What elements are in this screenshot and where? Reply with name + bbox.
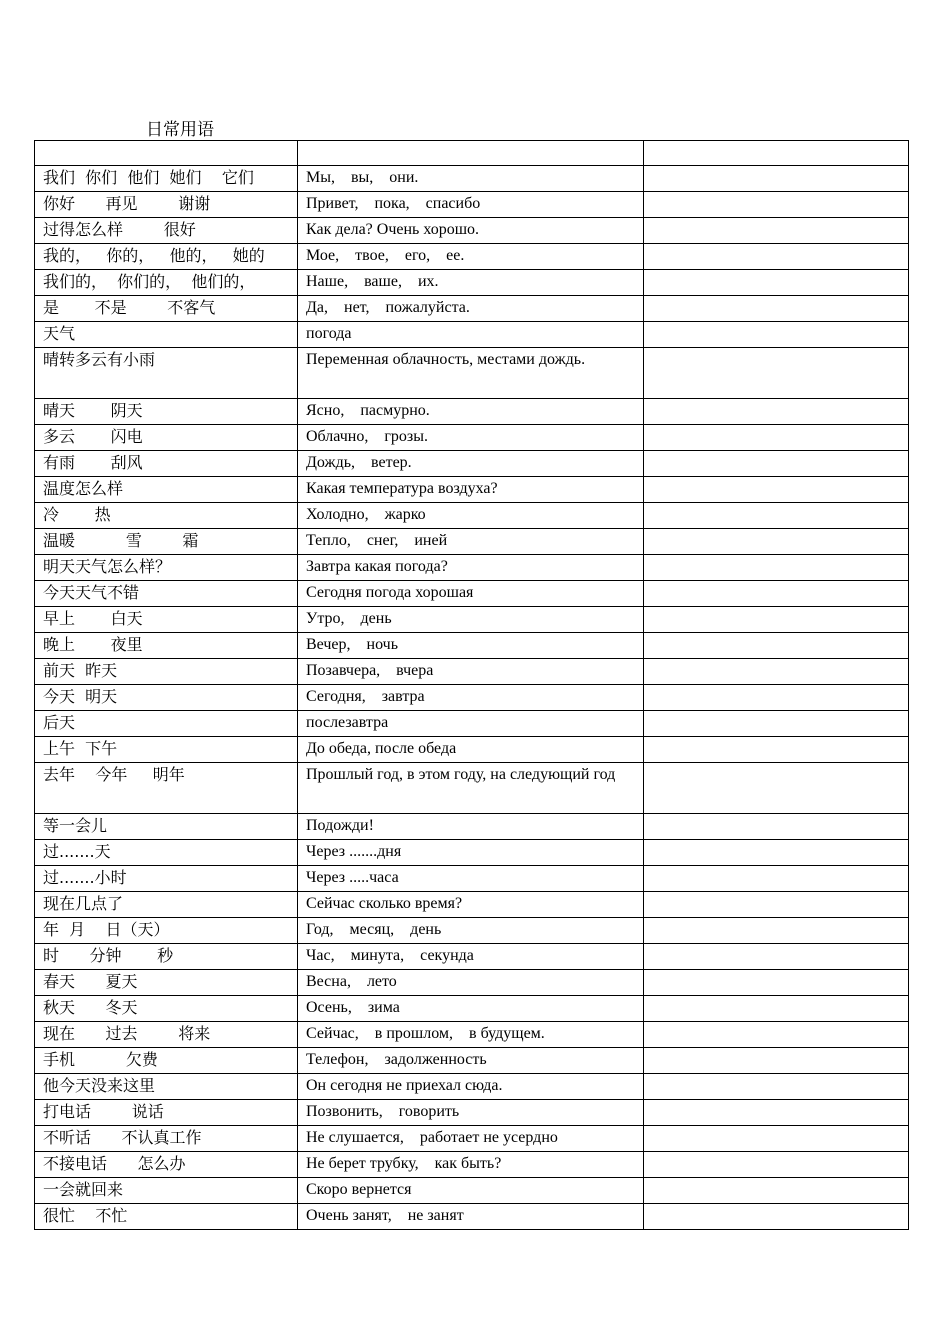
chinese-phrase-cell: 他今天没来这里 [35,1074,298,1100]
table-row [35,555,909,581]
chinese-phrase-cell: 很忙 不忙 [35,1204,298,1230]
chinese-phrase-cell: 我们的， 你们的， 他们的， [35,270,298,296]
empty-notes-cell [644,918,909,944]
chinese-phrase-cell: 一会就回来 [35,1178,298,1204]
chinese-phrase-cell: 温暖 雪 霜 [35,529,298,555]
empty-notes-cell [644,166,909,192]
table-row [35,996,909,1022]
empty-notes-cell [644,1022,909,1048]
chinese-phrase-cell: 早上 白天 [35,607,298,633]
empty-notes-cell [644,1204,909,1230]
table-row [35,348,909,399]
russian-translation-cell: Ясно, пасмурно. [298,399,644,425]
table-row [35,192,909,218]
table-row [35,244,909,270]
russian-translation-cell: Скоро вернется [298,1178,644,1204]
empty-notes-cell [644,1152,909,1178]
document-title: 日常用语 [146,120,214,140]
empty-notes-cell [644,814,909,840]
table-row [35,633,909,659]
empty-notes-cell [644,1100,909,1126]
chinese-phrase-cell: 晴转多云有小雨 [35,348,298,399]
table-row [35,322,909,348]
table-row [35,737,909,763]
russian-translation-cell: Час, минута, секунда [298,944,644,970]
russian-translation-cell: Как дела? Очень хорошо. [298,218,644,244]
table-row [35,840,909,866]
table-row [35,970,909,996]
table-row [35,503,909,529]
table-row [35,477,909,503]
empty-notes-cell [644,866,909,892]
chinese-phrase-cell: 现在 过去 将来 [35,1022,298,1048]
russian-translation-cell: Сейчас, в прошлом, в будущем. [298,1022,644,1048]
empty-notes-cell [644,970,909,996]
empty-notes-cell [644,218,909,244]
table-row [35,1126,909,1152]
chinese-phrase-cell: 打电话 说话 [35,1100,298,1126]
russian-translation-cell: Год, месяц, день [298,918,644,944]
russian-translation-cell: Осень, зима [298,996,644,1022]
table-row [35,685,909,711]
empty-notes-cell [644,685,909,711]
chinese-phrase-cell: 等一会儿 [35,814,298,840]
table-row [35,581,909,607]
empty-notes-cell [644,996,909,1022]
chinese-phrase-cell: 我们 你们 他们 她们 它们 [35,166,298,192]
empty-notes-cell [644,944,909,970]
empty-notes-cell [644,607,909,633]
empty-notes-cell [644,581,909,607]
empty-notes-cell [644,1126,909,1152]
vocabulary-table [34,140,909,1230]
table-row [35,399,909,425]
russian-translation-cell: Позвонить, говорить [298,1100,644,1126]
empty-notes-cell [644,270,909,296]
chinese-phrase-cell: 晚上 夜里 [35,633,298,659]
empty-notes-cell [644,503,909,529]
chinese-phrase-cell: 过.......小时 [35,866,298,892]
russian-translation-cell: Телефон, задолженность [298,1048,644,1074]
empty-notes-cell [644,244,909,270]
chinese-phrase-cell: 是 不是 不客气 [35,296,298,322]
russian-translation-cell: Вечер, ночь [298,633,644,659]
russian-translation-cell: Наше, ваше, их. [298,270,644,296]
chinese-phrase-cell: 秋天 冬天 [35,996,298,1022]
chinese-phrase-cell: 不听话 不认真工作 [35,1126,298,1152]
chinese-phrase-cell: 手机 欠费 [35,1048,298,1074]
russian-translation-cell: Не слушается, работает не усердно [298,1126,644,1152]
empty-notes-cell [644,192,909,218]
russian-translation-cell: Сегодня, завтра [298,685,644,711]
russian-translation-cell: Мы, вы, они. [298,166,644,192]
table-row [35,1178,909,1204]
empty-notes-cell [644,555,909,581]
chinese-phrase-cell: 后天 [35,711,298,737]
russian-translation-cell: Переменная облачность, местами дождь. [298,348,644,399]
chinese-phrase-cell: 明天天气怎么样？ [35,555,298,581]
table-row [35,866,909,892]
table-row [35,1152,909,1178]
chinese-phrase-cell: 温度怎么样 [35,477,298,503]
empty-notes-cell [644,892,909,918]
chinese-phrase-cell: 上午 下午 [35,737,298,763]
empty-notes-cell [644,477,909,503]
russian-translation-cell: Тепло, снег, иней [298,529,644,555]
empty-notes-cell [644,529,909,555]
chinese-phrase-cell: 晴天 阴天 [35,399,298,425]
table-row [35,218,909,244]
chinese-phrase-cell: 年 月 日（天） [35,918,298,944]
table-row [35,711,909,737]
table-row [35,425,909,451]
empty-notes-cell [644,659,909,685]
russian-translation-cell: Сегодня погода хорошая [298,581,644,607]
table-row [35,1074,909,1100]
russian-translation-cell: Облачно, грозы. [298,425,644,451]
chinese-phrase-cell: 冷 热 [35,503,298,529]
table-row [35,529,909,555]
table-row [35,296,909,322]
empty-notes-cell [644,425,909,451]
empty-notes-cell [644,711,909,737]
chinese-phrase-cell: 天气 [35,322,298,348]
chinese-phrase-cell: 前天 昨天 [35,659,298,685]
russian-translation-cell: Через .....часа [298,866,644,892]
chinese-phrase-cell: 我的， 你的， 他的， 她的 [35,244,298,270]
chinese-phrase-cell: 不接电话 怎么办 [35,1152,298,1178]
chinese-phrase-cell: 多云 闪电 [35,425,298,451]
russian-translation-cell: Привет, пока, спасибо [298,192,644,218]
empty-notes-cell [644,1048,909,1074]
chinese-phrase-cell: 有雨 刮风 [35,451,298,477]
table-row [35,659,909,685]
russian-translation-cell: Позавчера, вчера [298,659,644,685]
russian-translation-cell: До обеда, после обеда [298,737,644,763]
russian-translation-cell: Сейчас сколько время? [298,892,644,918]
empty-notes-cell [644,141,909,166]
russian-translation-cell: Очень занят, не занят [298,1204,644,1230]
russian-translation-cell: Мое, твое, его, ее. [298,244,644,270]
table-row [35,1048,909,1074]
table-row [35,814,909,840]
empty-notes-cell [644,763,909,814]
russian-translation-cell: Да, нет, пожалуйста. [298,296,644,322]
table-row [35,892,909,918]
russian-translation-cell: послезавтра [298,711,644,737]
russian-translation-cell: Холодно, жарко [298,503,644,529]
russian-translation-cell: Он сегодня не приехал сюда. [298,1074,644,1100]
russian-translation-cell: Весна, лето [298,970,644,996]
empty-notes-cell [644,322,909,348]
chinese-phrase-cell [35,141,298,166]
empty-notes-cell [644,399,909,425]
table-row [35,1022,909,1048]
russian-translation-cell: Завтра какая погода? [298,555,644,581]
chinese-phrase-cell: 你好 再见 谢谢 [35,192,298,218]
chinese-phrase-cell: 今天 明天 [35,685,298,711]
chinese-phrase-cell: 时 分钟 秒 [35,944,298,970]
chinese-phrase-cell: 现在几点了 [35,892,298,918]
chinese-phrase-cell: 过.......天 [35,840,298,866]
chinese-phrase-cell: 去年 今年 明年 [35,763,298,814]
table-row [35,1100,909,1126]
chinese-phrase-cell: 今天天气不错 [35,581,298,607]
table-row [35,166,909,192]
table-row [35,607,909,633]
table-row [35,451,909,477]
vocabulary-table-body [35,141,909,1230]
table-row [35,763,909,814]
empty-notes-cell [644,737,909,763]
chinese-phrase-cell: 过得怎么样 很好 [35,218,298,244]
russian-translation-cell: Утро, день [298,607,644,633]
empty-notes-cell [644,1074,909,1100]
empty-notes-cell [644,348,909,399]
russian-translation-cell: Не берет трубку, как быть? [298,1152,644,1178]
table-header-row [35,141,909,166]
russian-translation-cell: погода [298,322,644,348]
empty-notes-cell [644,296,909,322]
russian-translation-cell: Прошлый год, в этом году, на следующий год [298,763,644,814]
table-row [35,918,909,944]
empty-notes-cell [644,451,909,477]
table-row [35,270,909,296]
table-row [35,1204,909,1230]
russian-translation-cell: Какая температура воздуха? [298,477,644,503]
empty-notes-cell [644,840,909,866]
russian-translation-cell [298,141,644,166]
russian-translation-cell: Подожди! [298,814,644,840]
russian-translation-cell: Дождь, ветер. [298,451,644,477]
empty-notes-cell [644,1178,909,1204]
russian-translation-cell: Через .......дня [298,840,644,866]
chinese-phrase-cell: 春天 夏天 [35,970,298,996]
table-row [35,944,909,970]
empty-notes-cell [644,633,909,659]
